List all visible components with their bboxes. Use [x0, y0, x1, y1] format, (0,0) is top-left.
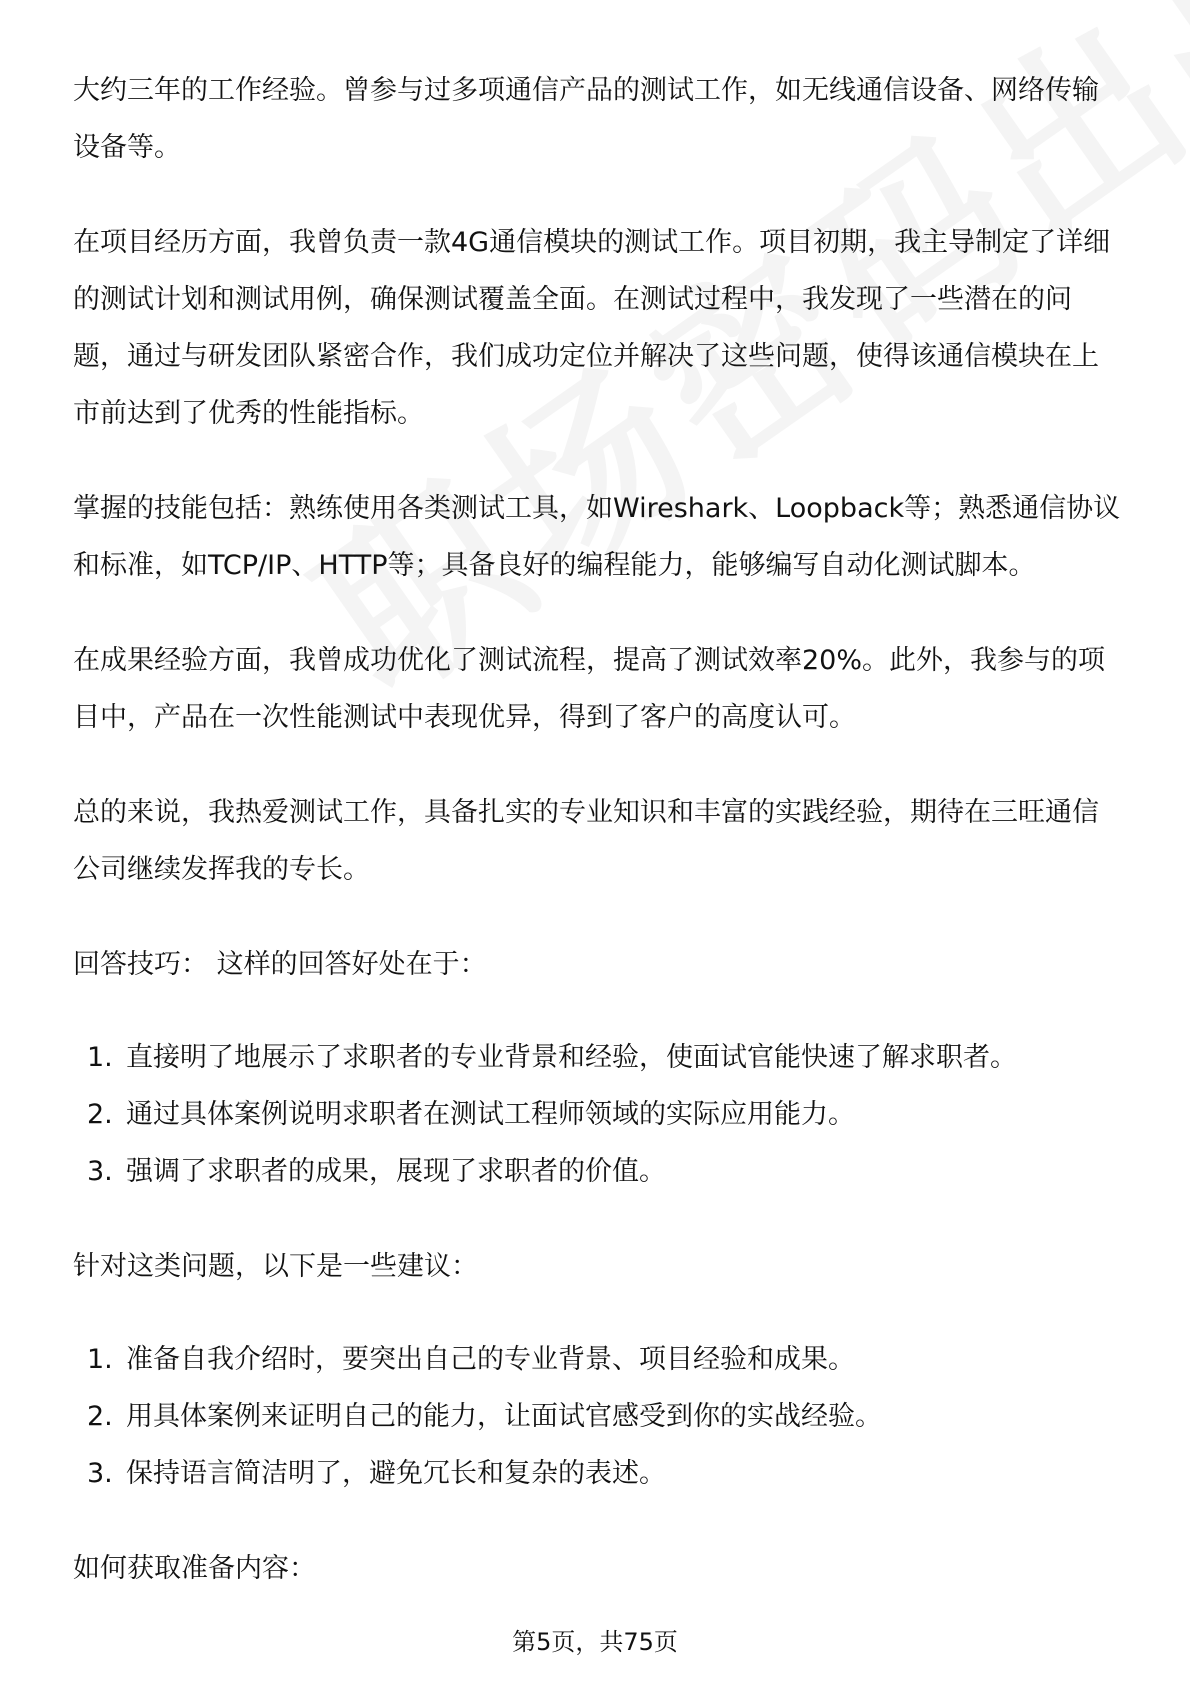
list-number: 2. [87, 1099, 113, 1130]
suggestions-list [73, 1331, 1123, 1502]
list-item [73, 1143, 1123, 1200]
list-text: 直接明了地展示了求职者的专业背景和经验，使面试官能快速了解求职者。 [126, 1042, 1017, 1073]
list-text: 准备自我介绍时，要突出自己的专业背景、项目经验和成果。 [126, 1344, 855, 1375]
list-text: 保持语言简洁明了，避免冗长和复杂的表述。 [126, 1458, 666, 1489]
list-item [73, 1388, 1123, 1445]
list-text: 强调了求职者的成果，展现了求职者的价值。 [126, 1156, 666, 1187]
paragraph-answer-tips: 回答技巧： 这样的回答好处在于： [73, 949, 487, 980]
paragraph-project: 在项目经历方面，我曾负责一款4G通信模块的测试工作。项目初期，我主导制定了详细的测试计划和测试用例，确保测试覆盖全面。在测试过程中，我发现了一些潜在的问题，通过与研发团队紧密合作，我们成功定位并解决了这些问题，使得该通信模块在上市前达到了优秀的性能指标。 [73, 227, 1111, 429]
list-number: 1. [87, 1042, 113, 1073]
paragraph-summary: 总的来说，我热爱测试工作，具备扎实的专业知识和丰富的实践经验，期待在三旺通信公司继续发挥我的专长。 [73, 797, 1099, 885]
page-number: 第5页，共75页 [512, 1628, 678, 1656]
page-content [73, 62, 1123, 1597]
list-number: 2. [87, 1401, 113, 1432]
list-text: 用具体案例来证明自己的能力，让面试官感受到你的实战经验。 [126, 1401, 882, 1432]
paragraph-achievements: 在成果经验方面，我曾成功优化了测试流程，提高了测试效率20%。此外，我参与的项目中，产品在一次性能测试中表现优异，得到了客户的高度认可。 [73, 645, 1106, 733]
list-number: 3. [87, 1458, 113, 1489]
paragraph-skills: 掌握的技能包括：熟练使用各类测试工具，如Wireshark、Loopback等；熟悉通信协议和标准，如TCP/IP、HTTP等；具备良好的编程能力，能够编写自动化测试脚本。 [73, 493, 1121, 581]
paragraph-experience: 大约三年的工作经验。曾参与过多项通信产品的测试工作，如无线通信设备、网络传输设备等。 [73, 75, 1099, 163]
answer-benefits-list [73, 1029, 1123, 1200]
list-item [73, 1086, 1123, 1143]
list-number: 3. [87, 1156, 113, 1187]
list-item [73, 1445, 1123, 1502]
list-number: 1. [87, 1344, 113, 1375]
paragraph-how-to-prepare: 如何获取准备内容： [73, 1553, 316, 1584]
list-item [73, 1331, 1123, 1388]
paragraph-suggestions-intro: 针对这类问题，以下是一些建议： [73, 1251, 478, 1282]
list-item [73, 1029, 1123, 1086]
list-text: 通过具体案例说明求职者在测试工程师领域的实际应用能力。 [126, 1099, 855, 1130]
